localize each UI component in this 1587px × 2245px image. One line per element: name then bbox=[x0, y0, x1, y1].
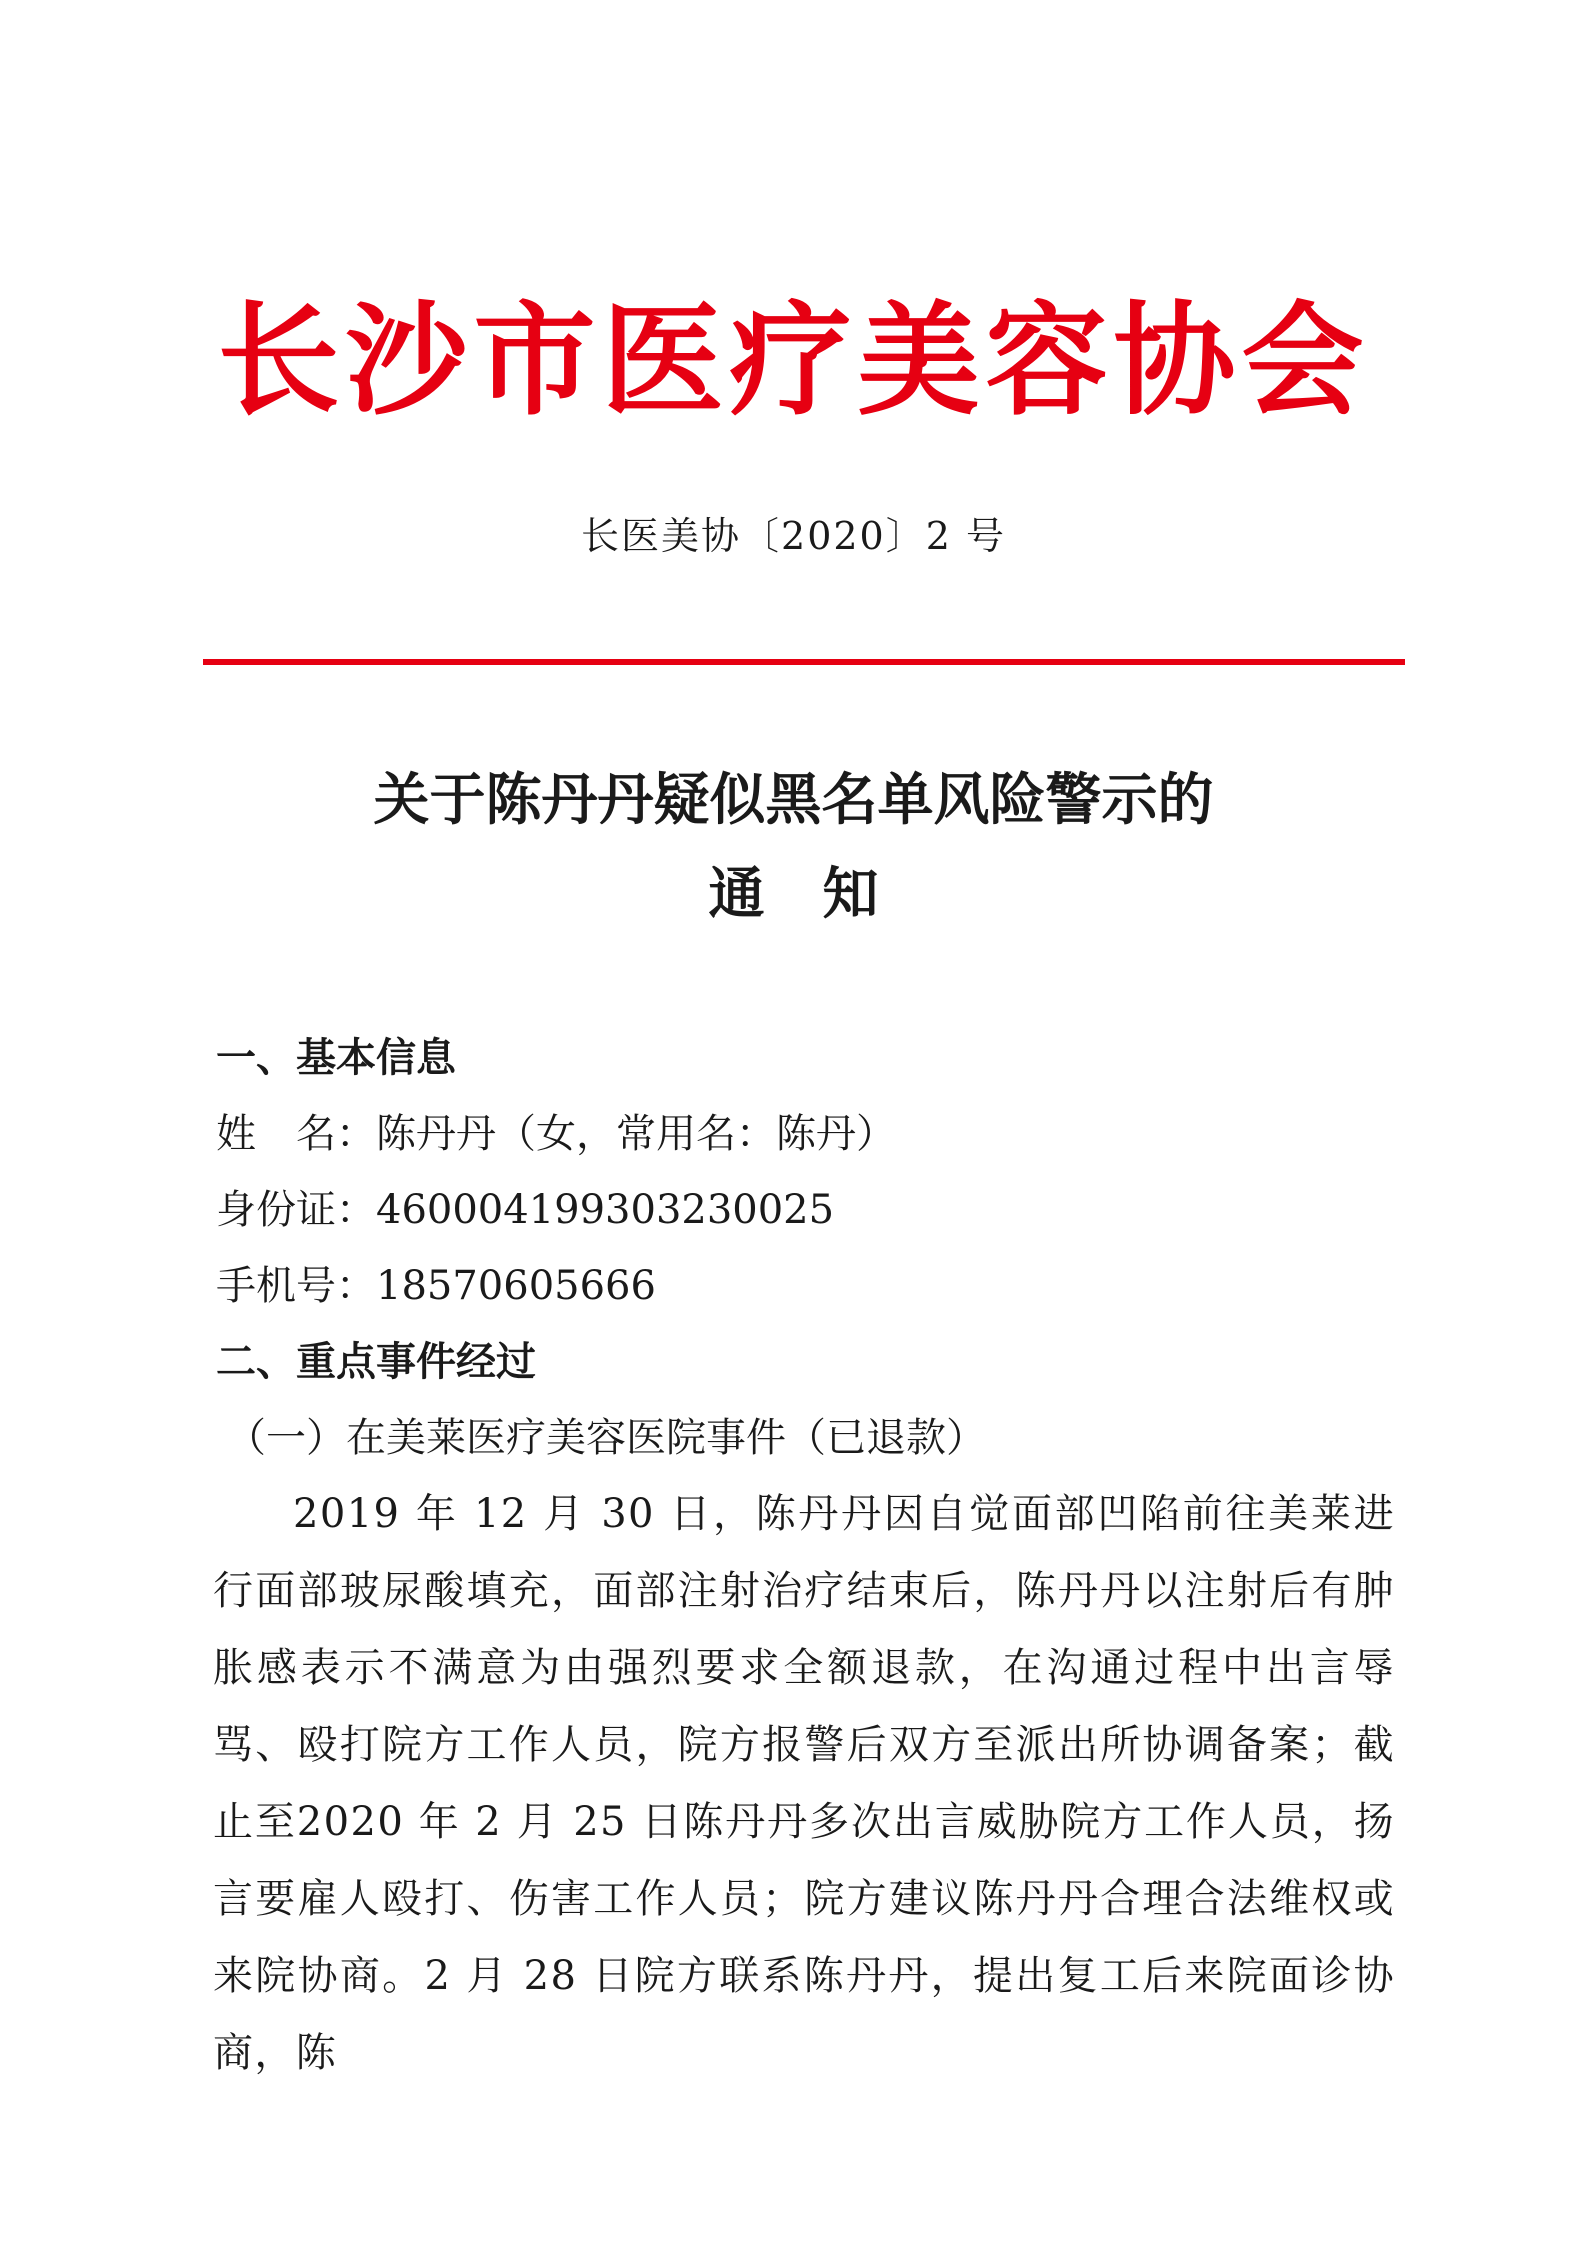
red-divider bbox=[203, 659, 1405, 665]
document-body bbox=[213, 1020, 1395, 2092]
id-number-line: 身份证：460004199303230025 bbox=[216, 1187, 835, 1233]
organization-name: 长沙市医疗美容协会 bbox=[217, 288, 1370, 432]
sub-heading-1: （一）在美莱医疗美容医院事件（已退款） bbox=[226, 1415, 986, 1461]
event-paragraph: 2019 年 12 月 30 日，陈丹丹因自觉面部凹陷前往美莱进行面部玻尿酸填充，面部注射治疗结束后，陈丹丹以注射后有肿胀感表示不满意为由强烈要求全额退款，在沟通过程中出言辱骂、殴打院方工作人员，院方报警后双方至派出所协调备案；截止至2020 年 2 月 25 日陈丹丹多次出言威胁院方工作人员，扬言要雇人殴打、伤害工作人员；院方建议陈丹丹合理合法维权或来院协商。2 月 28 日院方联系陈丹丹，提出复工后来院面诊协商，陈 bbox=[213, 1491, 1395, 2076]
notice-title-line-1: 关于陈丹丹疑似黑名单风险警示的 bbox=[373, 767, 1214, 833]
section-2-heading: 二、重点事件经过 bbox=[216, 1339, 536, 1385]
document-number: 长医美协〔2020〕2 号 bbox=[581, 514, 1006, 558]
phone-line: 手机号：18570605666 bbox=[216, 1263, 656, 1309]
name-line: 姓 名：陈丹丹（女，常用名：陈丹） bbox=[216, 1111, 896, 1157]
notice-title-line-2: 通知 bbox=[708, 861, 937, 927]
section-1-heading: 一、基本信息 bbox=[216, 1035, 456, 1081]
